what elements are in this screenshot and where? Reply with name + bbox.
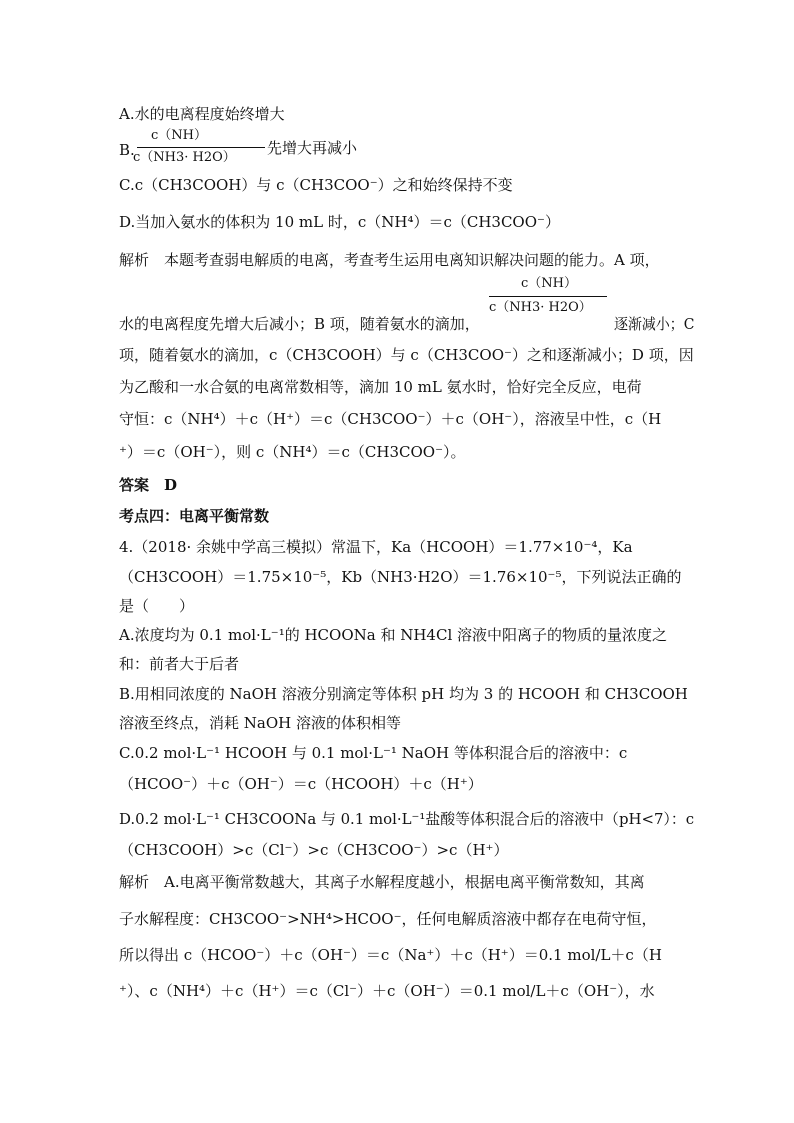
option-b-denominator: c（NH3· H2O） (133, 150, 236, 165)
option-b-q4-line2: 溶液至终点，消耗 NaOH 溶液的体积相等 (119, 714, 401, 732)
option-b-prefix: B. (119, 141, 135, 159)
analysis-q3-line2-before: 水的电离程度先增大后减小；B 项，随着氨水的滴加， (119, 315, 480, 333)
option-b-fraction-bar (137, 147, 265, 148)
option-c-q3: C.c（CH3COOH）与 c（CH3COO⁻）之和始终保持不变 (119, 176, 513, 194)
option-b-q4-line1: B.用相同浓度的 NaOH 溶液分别滴定等体积 pH 均为 3 的 HCOOH 和 CH3COOH (119, 685, 688, 703)
option-c-q4-line1: C.0.2 mol·L⁻¹ HCOOH 与 0.1 mol·L⁻¹ NaOH 等体积混合后的溶液中：c (119, 744, 628, 762)
analysis-q3-line5: 守恒：c（NH⁴）＋c（H⁺）＝c（CH3COO⁻）＋c（OH⁻），溶液呈中性，c（H (119, 410, 662, 428)
question4-line3: 是（ ） (119, 597, 195, 615)
analysis-q3-line6: ⁺）＝c（OH⁻），则 c（NH⁴）＝c（CH3COO⁻）。 (119, 443, 466, 461)
analysis-q3-line1: 解析 本题考查弱电解质的电离，考查考生运用电离知识解决问题的能力。A 项， (119, 251, 660, 269)
option-a-q3: A.水的电离程度始终增大 (119, 105, 285, 123)
analysis-q4-line1: 解析 A.电离平衡常数越大，其离子水解程度越小，根据电离平衡常数知，其离 (119, 873, 645, 891)
analysis-q4-line2: 子水解程度：CH3COO⁻>NH⁴>HCOO⁻，任何电解质溶液中都存在电荷守恒， (119, 910, 657, 928)
option-b-q3 (119, 128, 459, 168)
option-a-q4-line2: 和：前者大于后者 (119, 655, 240, 673)
option-b-tail: 先增大再减小 (267, 139, 358, 157)
analysis-fraction-numerator: c（NH） (521, 276, 577, 291)
option-d-q3: D.当加入氨水的体积为 10 mL 时，c（NH⁴）＝c（CH3COO⁻） (119, 213, 560, 231)
option-c-q4-line2: （HCOO⁻）＋c（OH⁻）＝c（HCOOH）＋c（H⁺） (119, 775, 483, 793)
analysis-q3-line4: 为乙酸和一水合氨的电离常数相等，滴加 10 mL 氨水时，恰好完全反应，电荷 (119, 378, 642, 396)
option-a-q4-line1: A.浓度均为 0.1 mol·L⁻¹的 HCOONa 和 NH4Cl 溶液中阳离子的物质的量浓度之 (119, 626, 668, 644)
analysis-q3-line3: 项，随着氨水的滴加，c（CH3COOH）与 c（CH3COO⁻）之和逐渐减小；D 项，因 (119, 346, 694, 364)
analysis-q3-fraction (483, 276, 613, 320)
option-b-numerator: c（NH） (151, 128, 207, 143)
section-title: 考点四：电离平衡常数 (119, 507, 270, 525)
question4-line1: 4.（2018· 余姚中学高三模拟）常温下，Ka（HCOOH）＝1.77×10⁻⁴，Ka (119, 538, 633, 556)
question4-line2: （CH3COOH）＝1.75×10⁻⁵，Kb（NH3·H2O）＝1.76×10⁻⁵，下列说法正确的 (119, 568, 682, 586)
answer-q3: 答案 D (119, 476, 178, 494)
analysis-fraction-denominator: c（NH3· H2O） (489, 300, 592, 315)
analysis-q3-line2-after: 逐渐减小；C (614, 315, 695, 333)
analysis-fraction-bar (489, 296, 607, 297)
option-d-q4-line1: D.0.2 mol·L⁻¹ CH3COONa 与 0.1 mol·L⁻¹盐酸等体积混合后的溶液中（pH<7）：c (119, 810, 695, 828)
analysis-q4-line4: ⁺）、c（NH⁴）＋c（H⁺）＝c（Cl⁻）＋c（OH⁻）＝0.1 mol/L＋c（OH⁻），水 (119, 982, 655, 1000)
option-d-q4-line2: （CH3COOH）>c（Cl⁻）>c（CH3COO⁻）>c（H⁺） (119, 841, 509, 859)
analysis-q4-line3: 所以得出 c（HCOO⁻）＋c（OH⁻）＝c（Na⁺）＋c（H⁺）＝0.1 mol/L＋c（H (119, 946, 662, 964)
